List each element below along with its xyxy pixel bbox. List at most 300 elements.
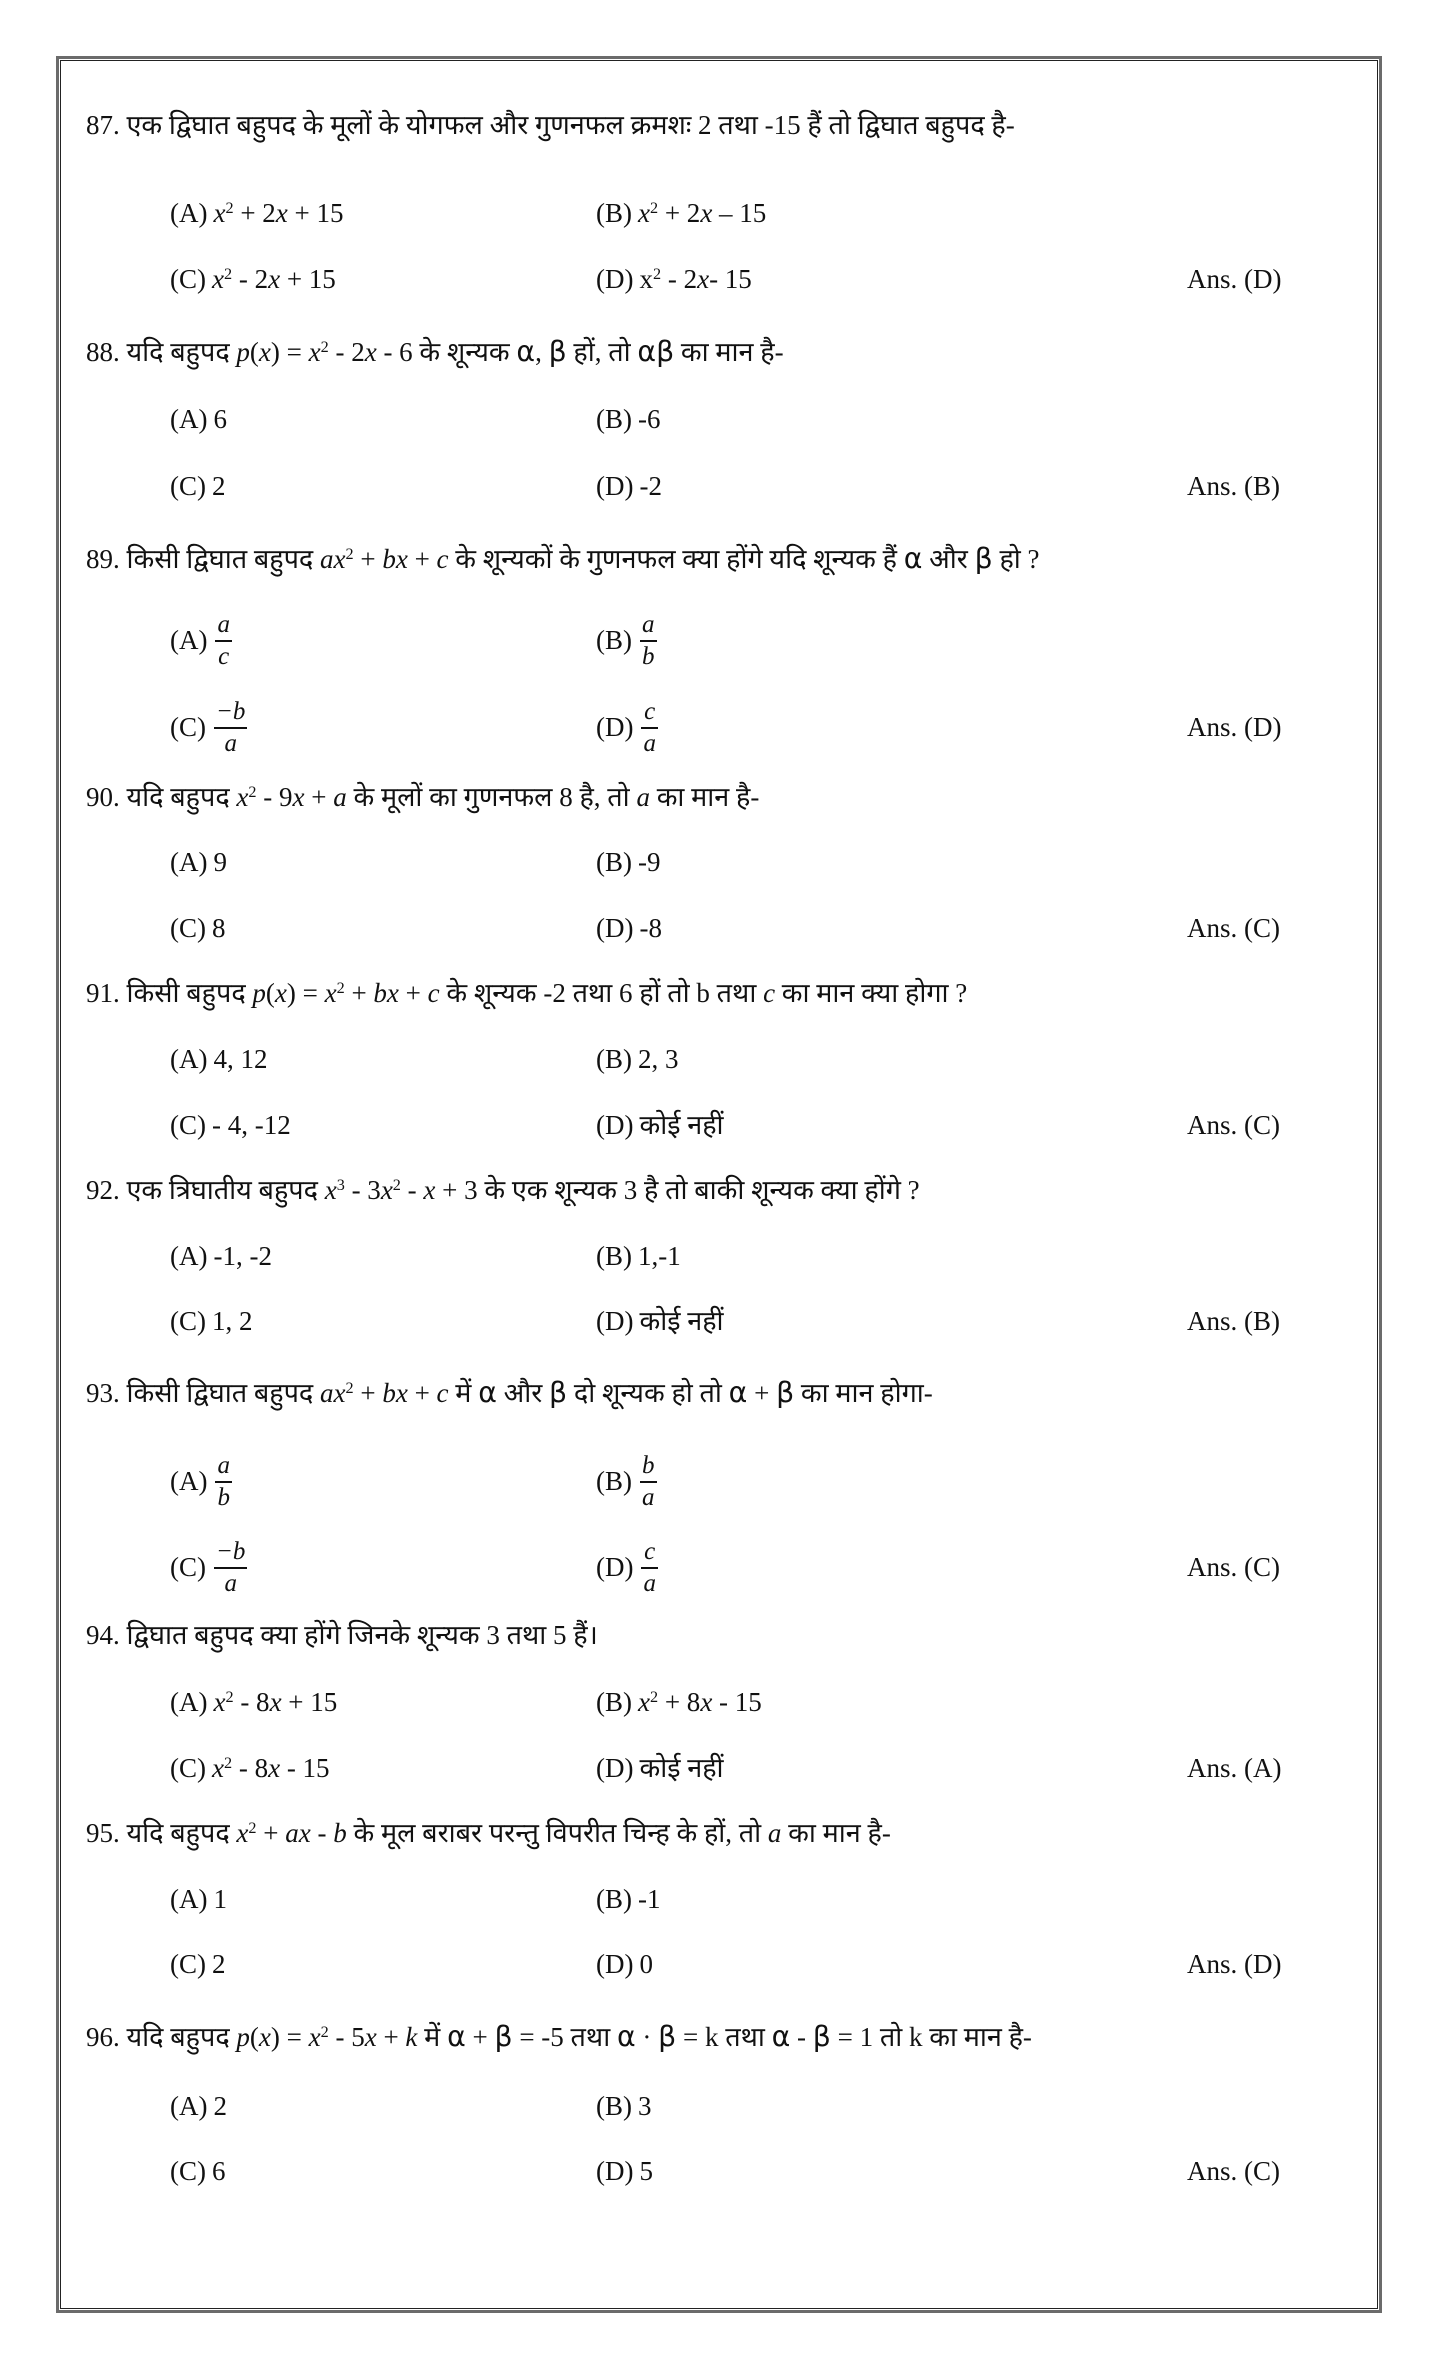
option-text: x <box>268 264 281 294</box>
question-text: c <box>427 978 440 1008</box>
question-text: ax <box>285 1818 311 1848</box>
question-text: हो ? <box>992 544 1040 574</box>
option-text: कोई नहीं <box>639 1110 724 1140</box>
question-text: - <box>310 1818 334 1848</box>
question-number: 92. <box>86 1175 120 1205</box>
option-d[interactable] <box>596 1534 658 1600</box>
option-b[interactable] <box>596 844 661 880</box>
question-text: का मान होगा- <box>794 1378 933 1408</box>
question-text: + <box>256 1818 286 1848</box>
question-number: 94. <box>86 1620 120 1650</box>
greek-symbol: α <box>728 1376 748 1409</box>
option-label: (A) <box>170 1687 208 1717</box>
option-c[interactable] <box>170 2153 226 2189</box>
question-text: - 5 <box>328 2022 365 2052</box>
option-d[interactable] <box>596 910 662 946</box>
option-d[interactable] <box>596 1303 724 1339</box>
question-number: 90. <box>86 782 120 812</box>
option-label: (C) <box>170 913 206 943</box>
option-text: 1, 2 <box>212 1306 253 1336</box>
question-text: a <box>636 782 650 812</box>
option-text: x <box>213 198 226 228</box>
question-text: यदि बहुपद <box>126 337 237 367</box>
exponent: 2 <box>652 265 662 284</box>
question-text: किसी द्विघात बहुपद <box>126 1378 321 1408</box>
answer-value: (C) <box>1244 1552 1281 1582</box>
option-text: x <box>700 198 713 228</box>
option-b[interactable] <box>596 401 661 437</box>
question-text: x <box>380 1175 393 1205</box>
answer-prefix: Ans. <box>1187 913 1238 943</box>
question-number: 96. <box>86 2022 120 2052</box>
option-text: - 2 <box>661 264 698 294</box>
question-text: + <box>407 544 437 574</box>
fraction-numerator: a <box>217 1451 230 1479</box>
answer-value: (D) <box>1244 1949 1282 1979</box>
option-c[interactable] <box>170 468 226 504</box>
question-text: bx <box>382 544 408 574</box>
option-text: 2 <box>213 2091 227 2121</box>
option-text: + 2 <box>233 198 276 228</box>
option-label: (B) <box>596 404 632 434</box>
option-text: x <box>212 264 224 294</box>
question-text: यदि बहुपद <box>126 782 237 812</box>
option-a[interactable] <box>170 1238 272 1274</box>
question-text: + <box>747 1378 777 1408</box>
question-text: · <box>635 2022 659 2052</box>
question-text: x <box>423 1175 436 1205</box>
option-text: 8 <box>212 913 226 943</box>
question-text: ( <box>265 978 275 1008</box>
answer-value: (D) <box>1244 712 1282 742</box>
fraction-denominator: c <box>218 643 230 671</box>
question-text: द्विघात बहुपद क्या होंगे जिनके शून्यक 3 तथा 5 हैं। <box>126 1620 598 1650</box>
answer-key <box>1187 1549 1280 1585</box>
option-text: 6 <box>213 404 227 434</box>
option-label: (B) <box>596 847 632 877</box>
answer-value: (D) <box>1244 264 1282 294</box>
option-text: x <box>275 198 288 228</box>
question-text: यदि बहुपद <box>126 2022 237 2052</box>
option-text: 9 <box>213 847 227 877</box>
option-text: -2 <box>639 471 662 501</box>
option-label: (D) <box>596 712 634 742</box>
option-text: -1, -2 <box>213 1241 272 1271</box>
question-95 <box>86 1815 891 1851</box>
question-text: + <box>353 544 383 574</box>
fraction <box>215 610 232 673</box>
question-text: c <box>763 978 776 1008</box>
question-text: c <box>436 544 449 574</box>
question-text: + <box>304 782 334 812</box>
question-text: a <box>333 782 347 812</box>
option-d[interactable] <box>596 1107 724 1143</box>
question-text: c <box>436 1378 449 1408</box>
fraction <box>215 1451 232 1514</box>
question-text: + <box>465 2022 495 2052</box>
option-a[interactable] <box>170 844 227 880</box>
option-text: -9 <box>638 847 661 877</box>
fraction-denominator: a <box>642 1484 655 1512</box>
question-text: के मूल बराबर परन्तु विपरीत चिन्ह के हों, तो <box>346 1818 768 1848</box>
answer-prefix: Ans. <box>1187 712 1238 742</box>
option-c[interactable] <box>170 910 226 946</box>
option-label: (D) <box>596 1110 634 1140</box>
question-96 <box>86 2019 1032 2055</box>
option-a[interactable] <box>170 1448 232 1514</box>
greek-symbol: α <box>771 2020 791 2053</box>
answer-value: (B) <box>1244 471 1281 501</box>
option-label: (C) <box>170 712 206 742</box>
fraction-numerator: a <box>217 610 230 638</box>
question-text: किसी द्विघात बहुपद <box>126 544 321 574</box>
option-label: (C) <box>170 2156 206 2186</box>
question-text: - <box>790 2022 813 2052</box>
fraction <box>640 1451 657 1514</box>
question-text: ) = <box>270 2022 309 2052</box>
option-c[interactable] <box>170 261 336 297</box>
option-text: 2 <box>212 471 226 501</box>
option-text: + 2 <box>658 198 701 228</box>
option-d[interactable] <box>596 694 658 760</box>
option-label: (C) <box>170 1552 206 1582</box>
option-c[interactable] <box>170 1750 330 1786</box>
question-text: - <box>400 1175 424 1205</box>
question-text: में <box>417 2022 448 2052</box>
exponent: 2 <box>223 265 233 284</box>
option-text: - 15 <box>280 1753 330 1783</box>
option-label: (C) <box>170 1949 206 1979</box>
option-text: 0 <box>639 1949 653 1979</box>
question-text: x <box>292 782 305 812</box>
question-text: + <box>376 2022 406 2052</box>
answer-prefix: Ans. <box>1187 1949 1238 1979</box>
answer-key <box>1187 1107 1280 1143</box>
question-text: किसी बहुपद <box>126 978 253 1008</box>
exponent: 2 <box>345 1379 354 1398</box>
option-b[interactable] <box>596 1684 762 1720</box>
option-label: (B) <box>596 1044 632 1074</box>
question-text: x <box>258 337 271 367</box>
question-text: ax <box>320 1378 346 1408</box>
question-text: - 9 <box>256 782 293 812</box>
question-number: 95. <box>86 1818 120 1848</box>
question-text: p <box>252 978 266 1008</box>
option-text: - 8 <box>232 1753 269 1783</box>
option-label: (A) <box>170 2091 208 2121</box>
exponent: 2 <box>392 1176 401 1195</box>
option-text: 3 <box>638 2091 652 2121</box>
question-text: = k तथा <box>676 2022 772 2052</box>
question-text: + 3 के एक शून्यक 3 है तो बाकी शून्यक क्या होंगे ? <box>435 1175 920 1205</box>
question-text: x <box>258 2022 271 2052</box>
option-label: (A) <box>170 1466 208 1496</box>
option-a[interactable] <box>170 1684 337 1720</box>
question-text: x <box>236 782 249 812</box>
question-text: x <box>324 978 337 1008</box>
option-label: (A) <box>170 1884 208 1914</box>
question-text: + <box>407 1378 437 1408</box>
option-a[interactable] <box>170 195 344 231</box>
greek-symbol: β <box>658 2020 677 2053</box>
option-text: - 15 <box>709 264 752 294</box>
question-87 <box>86 107 1015 143</box>
question-text: के मूलों का गुणनफल 8 है, तो <box>346 782 637 812</box>
option-text: -6 <box>638 404 661 434</box>
question-text: k <box>405 2022 418 2052</box>
option-label: (C) <box>170 1110 206 1140</box>
fraction <box>641 697 658 760</box>
option-label: (D) <box>596 471 634 501</box>
exponent: 2 <box>223 1754 233 1773</box>
option-a[interactable] <box>170 607 232 673</box>
greek-symbol: α <box>447 2020 466 2053</box>
option-b[interactable] <box>596 1041 679 1077</box>
fraction-numerator: −b <box>216 1537 246 1565</box>
option-text: 1 <box>213 1884 227 1914</box>
question-text: x <box>274 978 287 1008</box>
question-text: x <box>308 337 321 367</box>
option-c[interactable] <box>170 694 247 760</box>
answer-key <box>1187 910 1280 946</box>
answer-value: (C) <box>1244 913 1281 943</box>
question-text: x <box>324 1175 337 1205</box>
option-text: + 15 <box>287 198 344 228</box>
option-a[interactable] <box>170 1041 267 1077</box>
exponent: 2 <box>345 545 354 564</box>
question-94 <box>86 1617 598 1653</box>
question-text: ax <box>320 544 346 574</box>
question-text: b <box>333 1818 347 1848</box>
answer-key <box>1187 261 1282 297</box>
option-d[interactable] <box>596 468 662 504</box>
option-label: (D) <box>596 264 634 294</box>
option-label: (C) <box>170 264 206 294</box>
option-text: + 8 <box>658 1687 701 1717</box>
option-text: + 15 <box>280 264 336 294</box>
question-text: bx <box>382 1378 408 1408</box>
option-label: (C) <box>170 1306 206 1336</box>
option-label: (B) <box>596 1687 632 1717</box>
exponent: 2 <box>649 199 659 218</box>
question-text: ( <box>249 2022 259 2052</box>
option-label: (D) <box>596 1949 634 1979</box>
answer-key <box>1187 1946 1282 1982</box>
question-text: और <box>922 544 975 574</box>
option-b[interactable] <box>596 1448 657 1514</box>
question-number: 87. <box>86 110 120 140</box>
question-text: और <box>496 1378 550 1408</box>
option-c[interactable] <box>170 1303 253 1339</box>
option-c[interactable] <box>170 1534 247 1600</box>
question-number: 88. <box>86 337 120 367</box>
greek-symbol: β <box>812 2020 831 2053</box>
answer-prefix: Ans. <box>1187 2156 1238 2186</box>
answer-key <box>1187 1303 1280 1339</box>
answer-value: (C) <box>1244 2156 1281 2186</box>
question-93 <box>86 1375 933 1411</box>
option-text: x <box>638 198 650 228</box>
option-text: 2, 3 <box>638 1044 679 1074</box>
greek-symbol: β <box>974 542 993 575</box>
question-text: + <box>353 1378 383 1408</box>
question-89 <box>86 541 1040 577</box>
exponent: 2 <box>649 1688 659 1707</box>
answer-value: (B) <box>1244 1306 1281 1336</box>
exponent: 2 <box>248 783 257 802</box>
option-text: – 15 <box>712 198 767 228</box>
greek-symbol: α <box>516 335 536 368</box>
option-label: (D) <box>596 1753 634 1783</box>
question-90 <box>86 779 759 815</box>
question-number: 91. <box>86 978 120 1008</box>
option-d[interactable] <box>596 1946 653 1982</box>
option-text: + 15 <box>281 1687 338 1717</box>
option-text: -1 <box>638 1884 661 1914</box>
question-text: x <box>364 337 377 367</box>
option-text: - 15 <box>712 1687 762 1717</box>
question-text: का मान है- <box>781 1818 891 1848</box>
option-text: 1,-1 <box>638 1241 681 1271</box>
option-a[interactable] <box>170 401 227 437</box>
greek-symbol: α <box>903 542 923 575</box>
option-label: (D) <box>596 1552 634 1582</box>
question-text: x <box>364 2022 377 2052</box>
question-text: दो शून्यक हो तो <box>567 1378 729 1408</box>
option-text: 5 <box>639 2156 653 2186</box>
exponent: 2 <box>225 199 234 218</box>
fraction-denominator: b <box>217 1484 230 1512</box>
option-a[interactable] <box>170 2088 227 2124</box>
exponent: 2 <box>225 1688 234 1707</box>
option-label: (A) <box>170 847 208 877</box>
option-text: x <box>638 1687 650 1717</box>
option-label: (B) <box>596 198 632 228</box>
answer-key <box>1187 709 1282 745</box>
answer-prefix: Ans. <box>1187 1306 1238 1336</box>
option-b[interactable] <box>596 195 766 231</box>
exponent: 2 <box>320 338 329 357</box>
fraction-denominator: a <box>224 730 237 758</box>
question-number: 93. <box>86 1378 120 1408</box>
option-b[interactable] <box>596 1238 681 1274</box>
option-text: x <box>213 1687 226 1717</box>
question-text: के शून्यकों के गुणनफल क्या होंगे यदि शून्यक हैं <box>448 544 904 574</box>
question-text: ( <box>249 337 259 367</box>
option-text: कोई नहीं <box>639 1306 724 1336</box>
answer-key <box>1187 468 1280 504</box>
question-text: के शून्यक -2 तथा 6 हों तो b तथा <box>439 978 764 1008</box>
question-text: p <box>236 2022 250 2052</box>
fraction-denominator: a <box>224 1570 237 1598</box>
option-b[interactable] <box>596 1881 661 1917</box>
question-text: - 6 के शून्यक <box>376 337 517 367</box>
greek-symbol: β <box>549 1376 568 1409</box>
option-label: (C) <box>170 471 206 501</box>
question-text: = -5 तथा <box>512 2022 617 2052</box>
fraction-numerator: a <box>642 610 655 638</box>
question-text: में <box>448 1378 479 1408</box>
fraction <box>641 1537 658 1600</box>
answer-prefix: Ans. <box>1187 264 1238 294</box>
option-label: (D) <box>596 2156 634 2186</box>
option-b[interactable] <box>596 2088 652 2124</box>
fraction-denominator: b <box>642 643 655 671</box>
option-d[interactable] <box>596 1750 724 1786</box>
question-number: 89. <box>86 544 120 574</box>
question-text: a <box>767 1818 782 1848</box>
option-text: x <box>212 1753 224 1783</box>
option-text: 6 <box>212 2156 226 2186</box>
question-text: एक त्रिघातीय बहुपद <box>126 1175 325 1205</box>
question-91 <box>86 975 967 1011</box>
question-text: bx <box>373 978 399 1008</box>
exponent: 2 <box>336 979 345 998</box>
fraction-numerator: b <box>642 1451 655 1479</box>
answer-key <box>1187 1750 1282 1786</box>
question-text: का मान है- <box>674 337 784 367</box>
option-c[interactable] <box>170 1946 226 1982</box>
option-a[interactable] <box>170 1881 227 1917</box>
option-text: कोई नहीं <box>639 1753 724 1783</box>
option-text: x <box>700 1687 713 1717</box>
question-text: - 2 <box>328 337 365 367</box>
question-88 <box>86 334 784 370</box>
answer-prefix: Ans. <box>1187 471 1238 501</box>
option-text: x <box>697 264 710 294</box>
option-text: x <box>268 1753 281 1783</box>
question-text: + <box>344 978 374 1008</box>
question-text: का मान क्या होगा ? <box>775 978 968 1008</box>
question-text: एक द्विघात बहुपद के मूलों के योगफल और गुणनफल क्रमशः 2 तथा -15 हैं तो द्विघात बहुपद है- <box>126 110 1015 140</box>
answer-key <box>1187 2153 1280 2189</box>
option-label: (A) <box>170 1241 208 1271</box>
option-label: (A) <box>170 404 208 434</box>
answer-prefix: Ans. <box>1187 1753 1238 1783</box>
option-label: (B) <box>596 1466 632 1496</box>
fraction-numerator: c <box>644 1537 656 1565</box>
answer-value: (A) <box>1244 1753 1282 1783</box>
option-label: (A) <box>170 625 208 655</box>
option-text: - 4, -12 <box>212 1110 291 1140</box>
option-text: -8 <box>639 913 662 943</box>
option-d[interactable] <box>596 261 752 297</box>
answer-prefix: Ans. <box>1187 1110 1238 1140</box>
question-text: यदि बहुपद <box>126 1818 237 1848</box>
option-text: - 8 <box>233 1687 270 1717</box>
question-text: x <box>308 2022 321 2052</box>
fraction <box>214 697 247 760</box>
option-label: (A) <box>170 198 208 228</box>
option-label: (D) <box>596 1306 634 1336</box>
option-label: (B) <box>596 625 632 655</box>
option-label: (D) <box>596 913 634 943</box>
option-b[interactable] <box>596 607 657 673</box>
option-label: (A) <box>170 1044 208 1074</box>
option-label: (B) <box>596 2091 632 2121</box>
option-c[interactable] <box>170 1107 291 1143</box>
question-text: हों, तो <box>566 337 638 367</box>
question-text: = 1 तो k का मान है- <box>830 2022 1032 2052</box>
greek-symbol: α <box>616 2020 636 2053</box>
option-d[interactable] <box>596 2153 653 2189</box>
greek-symbol: αβ <box>637 335 675 368</box>
fraction <box>640 610 657 673</box>
greek-symbol: β <box>776 1376 795 1409</box>
greek-symbol: α <box>478 1376 497 1409</box>
option-text: 4, 12 <box>213 1044 268 1074</box>
question-92 <box>86 1172 920 1208</box>
